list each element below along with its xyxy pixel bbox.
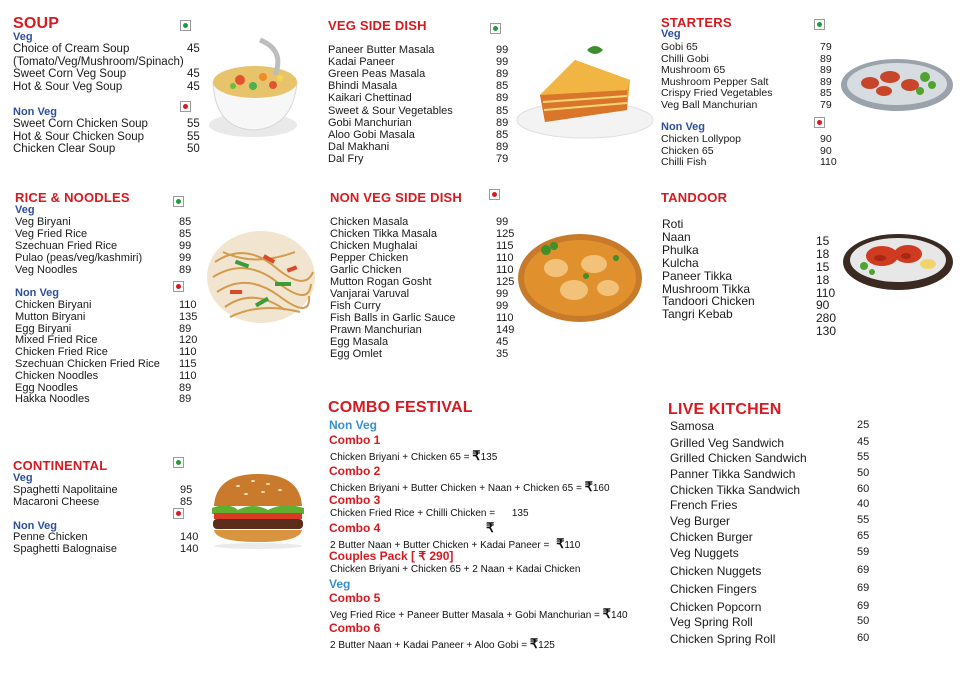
- rice-veg-label: Veg: [15, 204, 35, 216]
- menu-item-price: 110: [820, 156, 837, 168]
- menu-item-price: 55: [187, 130, 200, 143]
- combo-2-label: Combo 2: [329, 464, 381, 478]
- menu-item-name: Dal Fry: [328, 152, 364, 165]
- tandoor-item: Naan: [662, 230, 691, 244]
- burger-photo: [208, 470, 308, 550]
- veg-side-dish-title: VEG SIDE DISH: [328, 18, 427, 33]
- soup-bowl-photo: [205, 30, 315, 142]
- tandoor-price: 90: [816, 298, 830, 312]
- menu-item-price: 110: [496, 312, 514, 324]
- menu-item-name: Dal Makhani: [328, 140, 390, 153]
- menu-item-name: Chilli Fish: [661, 156, 707, 168]
- menu-item-price: 85: [179, 228, 192, 240]
- live-kitchen-item: Chicken Nuggets: [670, 564, 762, 578]
- menu-item-name: Chilli Gobi: [661, 52, 709, 65]
- nonveg-badge-icon: [814, 117, 825, 128]
- soup-title: SOUP: [13, 15, 60, 32]
- menu-item-price: 110: [179, 369, 197, 382]
- combo-nonveg-label: Non Veg: [329, 418, 378, 432]
- menu-item-name: Egg Noodles: [15, 381, 78, 394]
- menu-item-name: Aloo Gobi Masala: [328, 128, 415, 141]
- menu-item-name: Mutton Biryani: [15, 310, 86, 323]
- tandoor-price: 15: [816, 260, 830, 274]
- veg-badge-icon: [180, 20, 191, 31]
- menu-item-price: 125: [496, 276, 515, 288]
- menu-item-price: 115: [179, 358, 197, 370]
- menu-item-name: Szechuan Chicken Fried Rice: [15, 358, 160, 370]
- menu-item-price: 55: [187, 118, 200, 130]
- live-kitchen-item: French Fries: [670, 498, 738, 512]
- nonveg-badge-icon: [489, 189, 500, 200]
- menu-item-price: 89: [179, 322, 192, 335]
- soup-veg-label: Veg: [13, 31, 33, 43]
- menu-item-price: 89: [179, 264, 192, 276]
- menu-item-name: Pulao (peas/veg/kashmiri): [15, 252, 143, 264]
- combo-3-label: Combo 3: [329, 493, 381, 507]
- menu-item-price: 110: [496, 252, 514, 264]
- live-kitchen-item: Samosa: [670, 419, 715, 433]
- menu-item-price: 89: [496, 92, 509, 105]
- menu-item-name: Veg Ball Manchurian: [661, 99, 758, 111]
- live-kitchen-item: Chicken Tikka Sandwich: [670, 483, 801, 497]
- menu-item-name: Penne Chicken: [13, 531, 88, 543]
- menu-item-price: 135: [179, 310, 198, 323]
- tandoor-price: 18: [816, 247, 830, 261]
- menu-item-price: 79: [496, 152, 509, 165]
- combo-5-label: Combo 5: [329, 591, 381, 605]
- menu-item-name: Chicken Lollypop: [661, 133, 741, 145]
- menu-item-name: Szechuan Fried Rice: [15, 240, 118, 252]
- menu-item-price: 79: [820, 99, 832, 111]
- continental-nonveg-label: Non Veg: [13, 520, 58, 532]
- menu-item-price: 85: [820, 87, 832, 100]
- menu-item-name: Egg Biryani: [15, 322, 72, 335]
- menu-item-name: Fish Curry: [330, 300, 381, 312]
- menu-item-name: Mushroom Pepper Salt: [661, 75, 769, 88]
- menu-item-price: 115: [496, 240, 514, 252]
- tandoori-chicken-photo: [842, 228, 954, 292]
- menu-item-price: 110: [179, 346, 197, 359]
- menu-item-name: Hot & Sour Chicken Soup: [13, 130, 145, 143]
- combo-veg-label: Veg: [329, 577, 351, 591]
- menu-item-price: 89: [179, 393, 192, 406]
- menu-item-price: 89: [820, 64, 832, 77]
- menu-item-price: 85: [180, 496, 193, 508]
- menu-item-name: Hot & Sour Veg Soup: [13, 80, 123, 93]
- menu-item-name: Gobi Manchurian: [328, 116, 412, 129]
- menu-item-name: Chicken 65: [661, 144, 714, 157]
- rupee-icon: ₹: [486, 520, 495, 535]
- menu-item-price: 79: [820, 41, 832, 53]
- combo-2-desc: Chicken Briyani + Butter Chicken + Naan + Chicken 65 = ₹160: [330, 479, 610, 494]
- menu-item-name: Pepper Chicken: [330, 252, 409, 264]
- menu-item-price: 99: [496, 44, 509, 56]
- menu-item-name: Chicken Fried Rice: [15, 346, 108, 359]
- menu-item-name: Chicken Biryani: [15, 299, 92, 311]
- live-kitchen-price: 69: [857, 582, 870, 594]
- menu-item-name: Vanjarai Varuval: [330, 288, 410, 300]
- starters-veg-label: Veg: [661, 28, 681, 40]
- menu-item-name: Veg Fried Rice: [15, 228, 88, 240]
- menu-item-price: 90: [820, 133, 832, 145]
- menu-item-name: Prawn Manchurian: [330, 324, 422, 336]
- menu-item-name: Mutton Rogan Gosht: [330, 276, 432, 288]
- menu-item-price: 45: [187, 68, 200, 80]
- starters-platter-photo: [840, 55, 955, 113]
- combo-1-label: Combo 1: [329, 433, 381, 447]
- live-kitchen-item: Veg Nuggets: [670, 546, 739, 560]
- live-kitchen-price: 59: [857, 546, 870, 558]
- live-kitchen-title: LIVE KITCHEN: [668, 401, 782, 418]
- menu-item-name: Kaikari Chettinad: [328, 92, 412, 105]
- live-kitchen-item: Chicken Fingers: [670, 582, 757, 596]
- menu-item-name: (Tomato/Veg/Mushroom/Spinach): [13, 55, 184, 68]
- menu-item-price: 89: [179, 381, 192, 394]
- couples-pack-desc: Chicken Briyani + Chicken 65 + 2 Naan + Kadai Chicken: [330, 564, 581, 575]
- menu-item-price: 110: [179, 299, 197, 311]
- menu-item-name: Bhindi Masala: [328, 80, 398, 93]
- veg-badge-icon: [490, 23, 501, 34]
- menu-item-price: 85: [496, 80, 509, 93]
- live-kitchen-price: 69: [857, 600, 870, 612]
- menu-item-price: 99: [496, 216, 509, 228]
- combo-6-desc: 2 Butter Naan + Kadai Paneer + Aloo Gobi = ₹125: [330, 636, 555, 651]
- veg-badge-icon: [173, 196, 184, 207]
- live-kitchen-price: 55: [857, 451, 870, 463]
- live-kitchen-item: Grilled Veg Sandwich: [670, 436, 785, 450]
- combo-3-desc: Chicken Fried Rice + Chilli Chicken = 135: [330, 508, 529, 519]
- menu-item-name: Macaroni Cheese: [13, 496, 100, 508]
- menu-item-name: Chicken Noodles: [15, 369, 99, 382]
- live-kitchen-price: 50: [857, 467, 870, 479]
- tandoor-price: 18: [816, 273, 830, 287]
- menu-item-price: 99: [496, 56, 509, 69]
- menu-item-price: 89: [496, 116, 509, 129]
- menu-item-name: Kadai Paneer: [328, 56, 395, 69]
- menu-item-name: Egg Masala: [330, 336, 389, 348]
- menu-item-price: 85: [179, 216, 192, 228]
- curry-photo: [516, 228, 646, 324]
- menu-item-name: Chicken Mughalai: [330, 240, 418, 252]
- continental-title: CONTINENTAL: [13, 458, 108, 473]
- combo-5-desc: Veg Fried Rice + Paneer Butter Masala + Gobi Manchurian = ₹140: [330, 606, 628, 621]
- menu-item-price: 99: [496, 300, 509, 312]
- live-kitchen-item: Grilled Chicken Sandwich: [670, 451, 807, 465]
- live-kitchen-price: 55: [857, 514, 870, 526]
- menu-item-price: 140: [180, 531, 199, 543]
- live-kitchen-price: 69: [857, 564, 870, 576]
- veg-badge-icon: [173, 457, 184, 468]
- menu-item-name: Veg Biryani: [15, 216, 71, 228]
- menu-item-price: 85: [496, 128, 509, 141]
- live-kitchen-item: Chicken Burger: [670, 530, 753, 544]
- combo-6-label: Combo 6: [329, 621, 381, 635]
- combo-1-desc: Chicken Briyani + Chicken 65 = ₹135: [330, 448, 498, 463]
- couples-pack-label: Couples Pack [ ₹ 290]: [329, 549, 454, 563]
- noodles-photo: [205, 222, 317, 330]
- menu-item-price: 45: [496, 336, 509, 348]
- menu-item-name: Mixed Fried Rice: [15, 334, 98, 347]
- menu-item-name: Crispy Fried Vegetables: [661, 87, 773, 100]
- menu-item-name: Sweet Corn Veg Soup: [13, 68, 127, 80]
- tandoor-title: TANDOOR: [661, 190, 728, 205]
- menu-item-name: Paneer Butter Masala: [328, 44, 435, 56]
- menu-item-name: Gobi 65: [661, 41, 698, 53]
- tandoor-price: 15: [816, 234, 830, 248]
- menu-item-price: 89: [820, 52, 832, 65]
- menu-item-name: Spaghetti Napolitaine: [13, 484, 118, 496]
- tandoor-item: Tangri Kebab: [662, 307, 733, 321]
- menu-item-price: 89: [496, 68, 509, 81]
- menu-item-price: 110: [496, 264, 514, 276]
- tandoor-item: Tandoori Chicken: [662, 294, 755, 308]
- menu-item-price: 85: [496, 104, 509, 117]
- menu-item-name: Choice of Cream Soup: [13, 43, 130, 55]
- nonveg-badge-icon: [173, 508, 184, 519]
- nonveg-badge-icon: [173, 281, 184, 292]
- menu-item-price: 45: [187, 43, 200, 55]
- menu-item-price: 99: [179, 240, 192, 252]
- menu-item-name: Hakka Noodles: [15, 393, 90, 406]
- menu-item-price: 45: [187, 80, 200, 93]
- menu-item-price: 99: [496, 288, 509, 300]
- live-kitchen-price: 60: [857, 632, 870, 644]
- menu-item-price: 35: [496, 348, 509, 360]
- menu-item-name: Spaghetti Balognaise: [13, 543, 117, 555]
- menu-item-name: Chicken Clear Soup: [13, 143, 116, 155]
- menu-item-name: Mushroom 65: [661, 64, 726, 77]
- rice-nonveg-label: Non Veg: [15, 287, 60, 299]
- menu-item-name: Sweet & Sour Vegetables: [328, 104, 453, 117]
- nonveg-side-dish-title: NON VEG SIDE DISH: [330, 190, 462, 205]
- combo-4-label: Combo 4: [329, 521, 381, 535]
- continental-veg-label: Veg: [13, 472, 33, 484]
- tandoor-item: Mushroom Tikka: [662, 282, 751, 296]
- live-kitchen-item: Veg Spring Roll: [670, 615, 753, 629]
- live-kitchen-price: 25: [857, 419, 870, 431]
- menu-item-price: 90: [820, 144, 832, 157]
- tandoor-item: Kulcha: [662, 256, 699, 270]
- menu-item-name: Egg Omlet: [330, 348, 382, 360]
- menu-item-name: Sweet Corn Chicken Soup: [13, 118, 148, 130]
- menu-item-price: 125: [496, 228, 515, 240]
- lasagna-photo: [515, 40, 655, 140]
- live-kitchen-price: 65: [857, 530, 870, 542]
- combo-4-desc: 2 Butter Naan + Butter Chicken + Kadai Paneer = ₹110: [330, 536, 581, 551]
- starters-nonveg-label: Non Veg: [661, 121, 706, 133]
- live-kitchen-item: Chicken Popcorn: [670, 600, 762, 614]
- tandoor-price: 130: [816, 324, 837, 338]
- menu-item-price: 95: [180, 484, 193, 496]
- live-kitchen-price: 60: [857, 483, 870, 495]
- live-kitchen-item: Panner Tikka Sandwich: [670, 467, 796, 481]
- menu-item-name: Garlic Chicken: [330, 264, 402, 276]
- tandoor-item: Phulka: [662, 243, 699, 257]
- rice-noodles-title: RICE & NOODLES: [15, 190, 130, 205]
- live-kitchen-price: 45: [857, 436, 870, 448]
- menu-item-price: 149: [496, 324, 515, 336]
- menu-item-name: Chicken Masala: [330, 216, 409, 228]
- menu-item-price: 89: [820, 75, 832, 88]
- menu-item-name: Green Peas Masala: [328, 68, 426, 81]
- tandoor-price: 280: [816, 311, 837, 325]
- nonveg-badge-icon: [180, 101, 191, 112]
- combo-festival-title: COMBO FESTIVAL: [328, 399, 473, 416]
- soup-nonveg-label: Non Veg: [13, 106, 58, 118]
- starters-title: STARTERS: [661, 15, 732, 30]
- tandoor-item: Roti: [662, 217, 684, 231]
- menu-item-price: 99: [179, 252, 192, 264]
- tandoor-item: Paneer Tikka: [662, 269, 733, 283]
- live-kitchen-price: 50: [857, 615, 870, 627]
- menu-item-price: 140: [180, 543, 199, 555]
- menu-item-price: 50: [187, 143, 200, 155]
- menu-item-name: Chicken Tikka Masala: [330, 228, 437, 240]
- veg-badge-icon: [814, 19, 825, 30]
- tandoor-price: 110: [816, 286, 836, 300]
- live-kitchen-item: Chicken Spring Roll: [670, 632, 776, 646]
- menu-item-name: Veg Noodles: [15, 264, 78, 276]
- live-kitchen-item: Veg Burger: [670, 514, 731, 528]
- menu-item-price: 89: [496, 140, 509, 153]
- live-kitchen-price: 40: [857, 498, 870, 510]
- menu-item-name: Fish Balls in Garlic Sauce: [330, 312, 456, 324]
- menu-item-price: 120: [179, 334, 198, 347]
